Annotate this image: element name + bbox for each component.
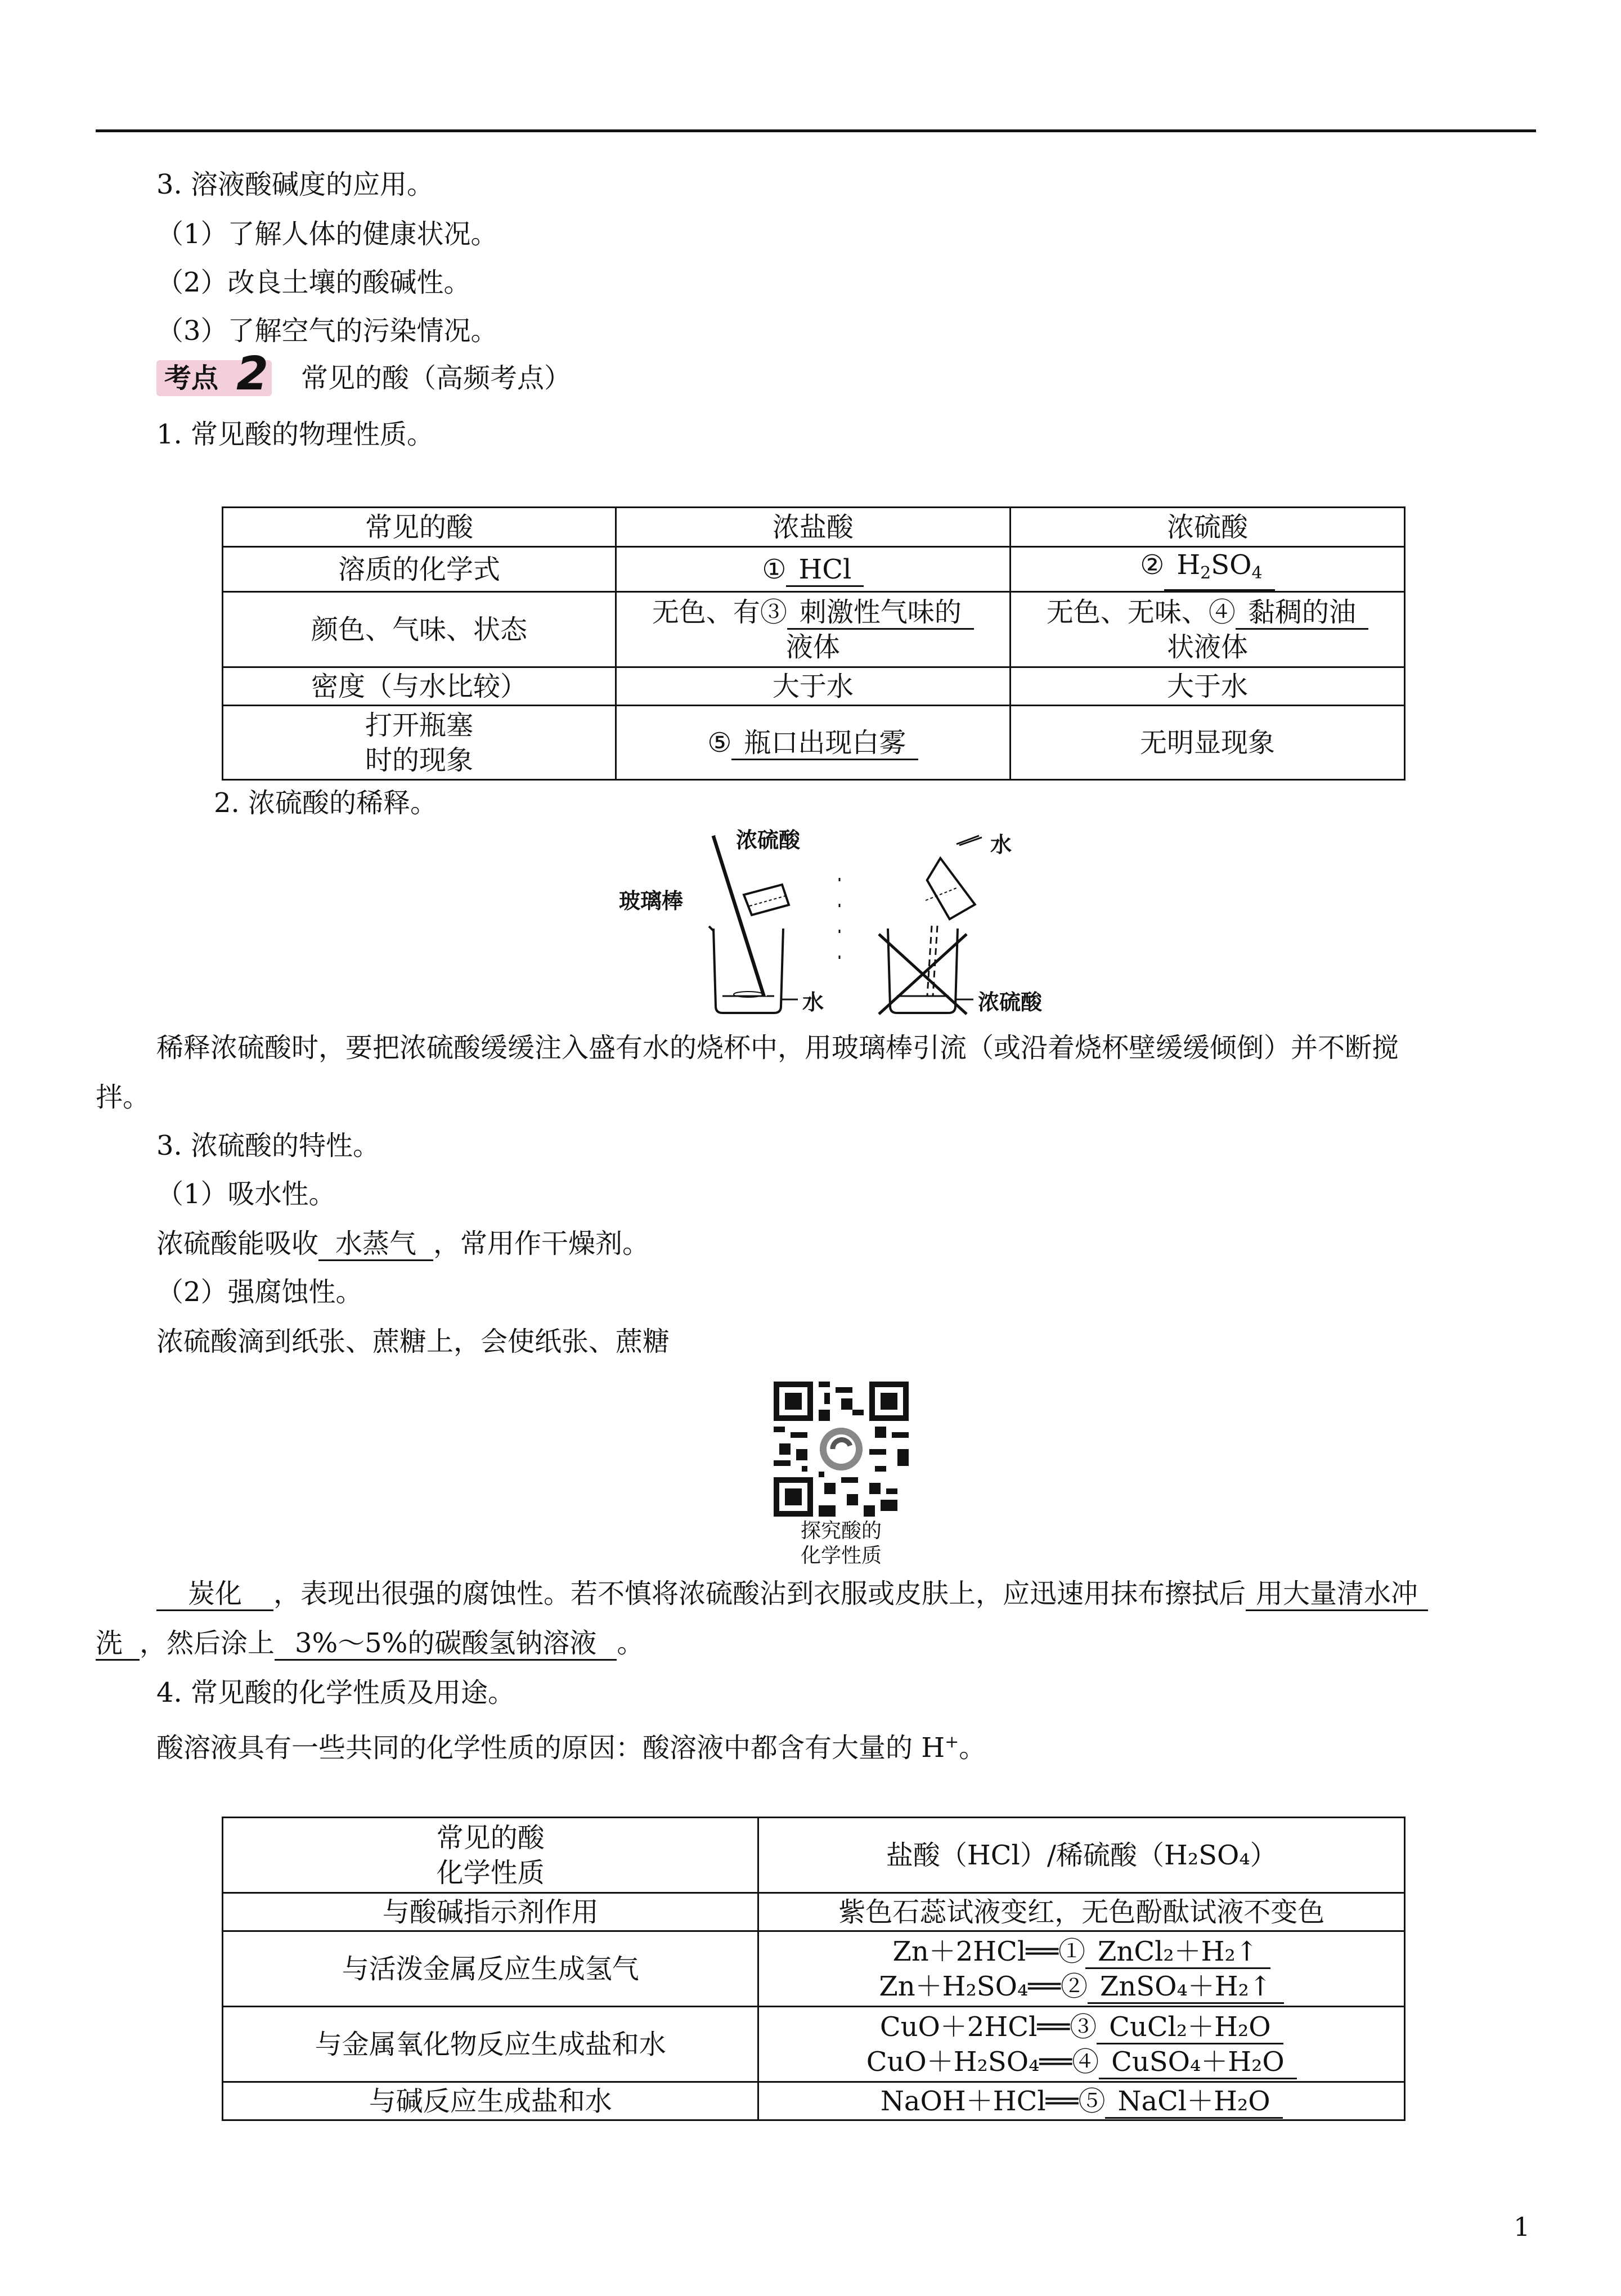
answer-eq-3: CuCl₂＋H₂O	[1097, 2011, 1283, 2044]
answer-3: 刺激性气味的	[787, 597, 974, 630]
phys-head-hcl: 浓盐酸	[616, 508, 1010, 547]
phys-r3-hcl: 大于水	[616, 667, 1010, 706]
label-acid-right: 浓硫酸	[978, 990, 1043, 1015]
sec3-item-1: （1）了解人体的健康状况。	[156, 218, 498, 250]
qr-code[interactable]	[774, 1382, 909, 1517]
chem-r1-label: 与酸碱指示剂作用	[223, 1893, 758, 1931]
phys-r1-hcl	[616, 547, 1010, 592]
corrosion-line-1: 炭化 ，表现出很强的腐蚀性。若不慎将浓硫酸沾到衣服或皮肤上，应迅速用抹布擦拭后 用大量清水冲	[156, 1576, 1428, 1612]
answer-5: 瓶口出现白雾	[731, 727, 918, 760]
label-acid-top: 浓硫酸	[736, 828, 801, 853]
prop2-title: （2）强腐蚀性。	[156, 1276, 363, 1308]
answer-eq-4: CuSO₄＋H₂O	[1099, 2046, 1297, 2079]
label-water-left: 水	[802, 990, 824, 1015]
chem-r4-label: 与碱反应生成盐和水	[223, 2082, 758, 2120]
answer-water-vapor: 水蒸气	[318, 1228, 433, 1261]
top-rule	[96, 129, 1536, 132]
chem-table	[222, 1817, 1406, 2121]
kaodian-number: 2	[236, 347, 269, 401]
answer-4: 黏稠的油	[1236, 597, 1368, 630]
prop-title: 3. 浓硫酸的特性。	[156, 1130, 380, 1162]
answer-1: HCl	[786, 554, 864, 587]
answer-bicarbonate: 3%～5%的碳酸氢钠溶液	[275, 1627, 617, 1661]
phys-r3-h2so4: 大于水	[1010, 667, 1404, 706]
phys-head-acid: 常见的酸	[223, 508, 616, 547]
qr-caption-2: 化学性质	[800, 1544, 882, 1567]
phys-r4-h2so4: 无明显现象	[1010, 706, 1404, 780]
sec3-title: 3. 溶液酸碱度的应用。	[156, 169, 434, 200]
sec3-item-3: （3）了解空气的污染情况。	[156, 315, 498, 347]
chem-r3-equations: CuO＋2HCl══③ CuCl₂＋H₂O CuO＋H₂SO₄══④ CuSO₄＋H₂O	[758, 2007, 1405, 2082]
chem-r2-label: 与活泼金属反应生成氢气	[223, 1931, 758, 2007]
chem-head-left: 常见的酸 化学性质	[223, 1818, 758, 1893]
prop1-text: 浓硫酸能吸收 水蒸气 ，常用作干燥剂。	[156, 1226, 649, 1262]
qr-caption-1: 探究酸的	[800, 1519, 882, 1542]
sec3-item-2: （2）改良土壤的酸碱性。	[156, 267, 471, 298]
phys-r4-label: 打开瓶塞 时的现象	[223, 706, 616, 780]
phys-table	[222, 506, 1406, 781]
dilute-text-2: 拌。	[96, 1082, 150, 1113]
phys-r2-label: 颜色、气味、状态	[223, 592, 616, 667]
phys-r4-hcl: ⑤ 瓶口出现白雾	[616, 706, 1010, 780]
dilute-text-1: 稀释浓硫酸时，要把浓硫酸缓缓注入盛有水的烧杯中，用玻璃棒引流（或沿着烧杯壁缓缓倾倒）并不断搅	[156, 1032, 1399, 1064]
phys-r2-h2so4: 无色、无味、④ 黏稠的油 状液体	[1010, 592, 1404, 667]
phys-r3-label: 密度（与水比较）	[223, 667, 616, 706]
dilution-diagram	[619, 827, 1063, 1024]
kaodian-title: 常见的酸（高频考点）	[301, 362, 572, 394]
answer-rinse-b: 洗	[96, 1627, 140, 1661]
chem-title: 4. 常见酸的化学性质及用途。	[156, 1677, 515, 1708]
label-glass-rod: 玻璃棒	[619, 889, 684, 913]
answer-rinse-a: 用大量清水冲	[1246, 1578, 1428, 1611]
phys-r2-hcl: 无色、有③ 刺激性气味的 液体	[616, 592, 1010, 667]
mark-1: ①	[762, 553, 787, 585]
label-water-right: 水	[990, 832, 1012, 857]
phys-r1-h2so4	[1010, 547, 1404, 592]
phys-head-h2so4: 浓硫酸	[1010, 508, 1404, 547]
answer-eq-1: ZnCl₂＋H₂↑	[1085, 1936, 1270, 1969]
phys-title: 1. 常见酸的物理性质。	[156, 419, 434, 450]
answer-2: $H_2SO_4$	[1164, 549, 1274, 591]
corrosion-line-2: 洗 ，然后涂上 3%～5%的碳酸氢钠溶液 。	[96, 1625, 644, 1661]
chem-r3-label: 与金属氧化物反应生成盐和水	[223, 2007, 758, 2082]
answer-eq-2: ZnSO₄＋H₂↑	[1088, 1971, 1284, 2004]
chem-r4-equation: NaOH＋HCl══⑤ NaCl＋H₂O	[758, 2082, 1405, 2120]
answer-carbonize: 炭化	[156, 1578, 273, 1611]
chem-reason: 酸溶液具有一些共同的化学性质的原因：酸溶液中都含有大量的 H+。	[156, 1732, 986, 1764]
mark-2: ②	[1140, 549, 1165, 581]
kaodian-label: 考点	[164, 362, 219, 394]
chem-head-right: 盐酸（HCl）/稀硫酸（H₂SO₄）	[758, 1818, 1405, 1893]
chem-r2-equations: Zn＋2HCl══① ZnCl₂＋H₂↑ Zn＋H₂SO₄══② ZnSO₄＋H₂↑	[758, 1931, 1405, 2007]
page-number: 1	[1514, 2212, 1530, 2242]
chem-r1-value: 紫色石蕊试液变红，无色酚酞试液不变色	[758, 1893, 1405, 1931]
prop2-text: 浓硫酸滴到纸张、蔗糖上，会使纸张、蔗糖	[156, 1326, 670, 1357]
phys-r1-label: 溶质的化学式	[223, 547, 616, 592]
answer-eq-5: NaCl＋H₂O	[1105, 2086, 1282, 2119]
dilute-title: 2. 浓硫酸的稀释。	[214, 787, 438, 819]
prop1-title: （1）吸水性。	[156, 1178, 336, 1210]
